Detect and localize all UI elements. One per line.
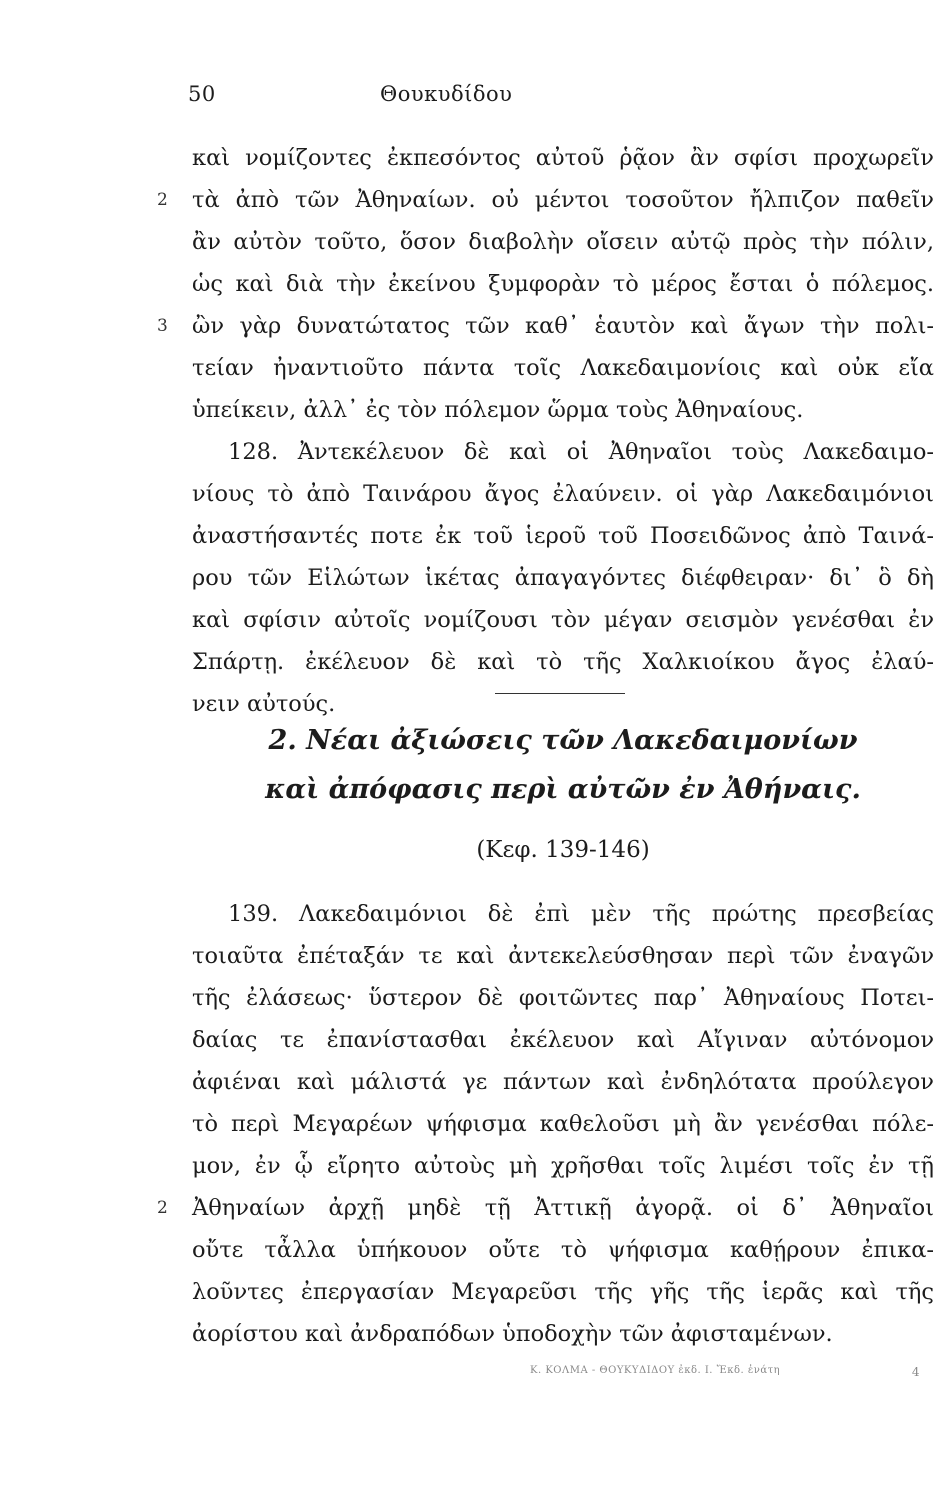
chapter-range: (Κεφ. 139-146) (476, 837, 650, 863)
section-heading-line-2: καὶ ἀπόφασις περὶ αὐτῶν ἐν Ἀθήναις. (265, 774, 861, 805)
text-line (157, 305, 934, 347)
text-line: νειν αὐτούς. (192, 691, 336, 717)
text-line: ἂν αὐτὸν τοῦτο, ὅσον διαβολὴν οἴσειν αὐτῷ πρὸς τὴν πόλιν, (192, 229, 934, 255)
text-line (157, 1187, 934, 1229)
text-line: ἀορίστου καὶ ἀνδραπόδων ὑποδοχὴν τῶν ἀφισταμένων. (192, 1321, 833, 1347)
text-line: Σπάρτῃ. ἐκέλευον δὲ καὶ τὸ τῆς Χαλκιοίκου ἄγος ἐλαύ- (192, 649, 934, 675)
section-divider-rule (495, 693, 625, 694)
text-line: ὑπείκειν, ἀλλ᾽ ἐς τὸν πόλεμον ὥρμα τοὺς Ἀθηναίους. (192, 397, 804, 423)
margin-section-number: 3 (157, 316, 168, 336)
text-block-chapter-127-128 (157, 137, 934, 725)
text-line: ἀφιέναι καὶ μάλιστά γε πάντων καὶ ἐνδηλότατα προύλεγον (192, 1069, 934, 1095)
text-line: ἀναστήσαντές ποτε ἐκ τοῦ ἱεροῦ τοῦ Ποσειδῶνος ἀπὸ Ταινά- (192, 523, 934, 549)
text-line: τῆς ἐλάσεως· ὕστερον δὲ φοιτῶντες παρ᾽ Ἀθηναίους Ποτει- (192, 985, 934, 1011)
text-line: καὶ σφίσιν αὐτοῖς νομίζουσι τὸν μέγαν σεισμὸν γενέσθαι ἐν (192, 607, 934, 633)
printer-signature (530, 1365, 920, 1385)
margin-section-number: 2 (157, 1198, 168, 1218)
text-line: καὶ νομίζοντες ἐκπεσόντος αὐτοῦ ῥᾷον ἂν σφίσι προχωρεῖν (192, 145, 934, 171)
text-line: ρου τῶν Εἱλώτων ἱκέτας ἀπαγαγόντες διέφθειραν· δι᾽ ὃ δὴ (192, 565, 934, 591)
running-title: Θουκυδίδου (380, 82, 513, 106)
text-line: μον, ἐν ᾧ εἴρητο αὐτοὺς μὴ χρῆσθαι τοῖς λιμέσι τοῖς ἐν τῇ (192, 1153, 934, 1179)
running-header (188, 82, 748, 112)
text-line: λοῦντες ἐπεργασίαν Μεγαρεῦσι τῆς γῆς τῆς ἱερᾶς καὶ τῆς (192, 1279, 934, 1305)
page-number: 50 (188, 82, 216, 106)
text-line: τείαν ἠναντιοῦτο πάντα τοῖς Λακεδαιμονίοις καὶ οὐκ εἴα (192, 355, 934, 381)
text-line-content: ὢν γὰρ δυνατώτατος τῶν καθ᾽ ἑαυτὸν καὶ ἄγων τὴν πολι- (192, 313, 934, 339)
text-line: ὡς καὶ διὰ τὴν ἐκείνου ξυμφορὰν τὸ μέρος ἔσται ὁ πόλεμος. (192, 271, 934, 297)
section-heading-line-1: 2. Νέαι ἀξιώσεις τῶν Λακεδαιμονίων (268, 725, 858, 756)
text-line: τὸ περὶ Μεγαρέων ψήφισμα καθελοῦσι μὴ ἂν γενέσθαι πόλε- (192, 1111, 934, 1137)
text-line (157, 179, 934, 221)
chapter-139-first-line: 139. Λακεδαιμόνιοι δὲ ἐπὶ μὲν τῆς πρώτης πρεσβείας (228, 901, 934, 927)
text-line-content: τὰ ἀπὸ τῶν Ἀθηναίων. οὐ μέντοι τοσοῦτον ἤλπιζον παθεῖν (192, 187, 934, 213)
text-line: νίους τὸ ἀπὸ Ταινάρου ἄγος ἐλαύνειν. οἱ γὰρ Λακεδαιμόνιοι (192, 481, 934, 507)
text-line: τοιαῦτα ἐπέταξάν τε καὶ ἀντεκελεύσθησαν περὶ τῶν ἐναγῶν (192, 943, 934, 969)
signature-number: 4 (911, 1365, 920, 1379)
text-line: δαίας τε ἐπανίστασθαι ἐκέλευον καὶ Αἴγιναν αὐτόνομον (192, 1027, 934, 1053)
signature-text: Κ. ΚΟΛΜΑ - ΘΟΥΚΥΔΙΔΟΥ ἐκδ. Ι. Ἔκδ. ἐνάτη (530, 1365, 781, 1376)
text-block-chapter-139 (157, 893, 934, 1355)
margin-section-number: 2 (157, 190, 168, 210)
text-line-content: Ἀθηναίων ἀρχῇ μηδὲ τῇ Ἀττικῇ ἀγορᾷ. οἱ δ᾽ Ἀθηναῖοι (192, 1195, 934, 1221)
text-line: οὔτε τἆλλα ὑπήκουον οὔτε τὸ ψήφισμα καθῄρουν ἐπικα- (192, 1237, 934, 1263)
chapter-128-first-line: 128. Ἀντεκέλευον δὲ καὶ οἱ Ἀθηναῖοι τοὺς Λακεδαιμο- (228, 439, 934, 465)
